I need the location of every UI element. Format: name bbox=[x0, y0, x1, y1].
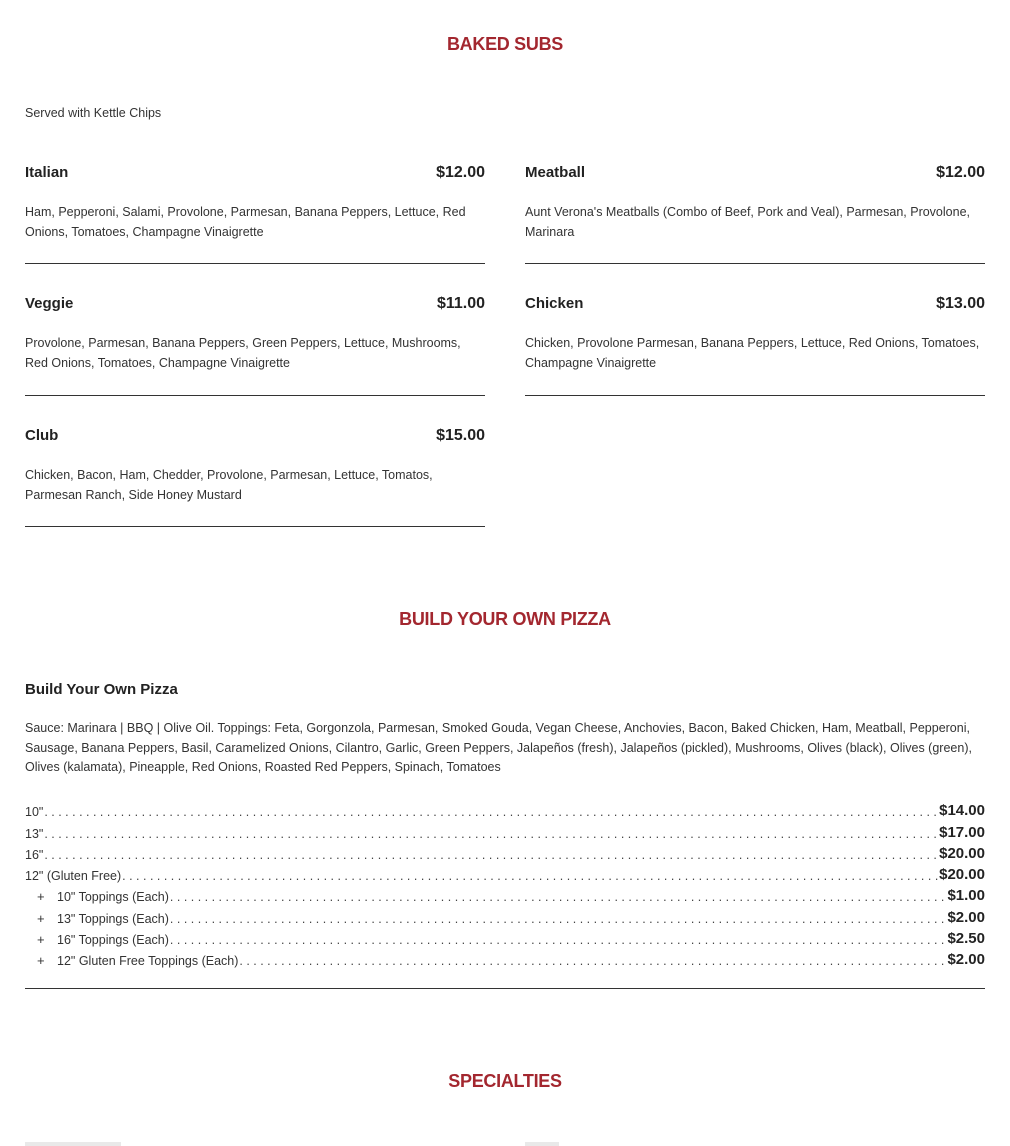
section-title-baked-subs: BAKED SUBS bbox=[446, 34, 563, 54]
plus-icon: + bbox=[37, 889, 45, 905]
dot-leader bbox=[170, 933, 947, 947]
item-description: Chicken, Bacon, Ham, Chedder, Provolone, Parmesan, Lettuce, Tomatos, Parmesan Ranch, Side Honey Mustard bbox=[25, 468, 433, 502]
item-name: Club bbox=[25, 427, 59, 444]
section-title-specialties: SPECIALTIES bbox=[448, 1071, 562, 1091]
addon-price: $2.50 bbox=[947, 930, 985, 948]
addon-label: 10" Toppings (Each) bbox=[57, 890, 169, 905]
size-price-row bbox=[25, 819, 985, 840]
addon-price: $2.00 bbox=[947, 951, 985, 969]
size-label: 13" bbox=[25, 826, 44, 841]
item-name: Chicken bbox=[525, 295, 584, 312]
size-price-row bbox=[25, 862, 985, 883]
menu-item-meatball bbox=[525, 164, 985, 264]
addon-label: 12" Gluten Free Toppings (Each) bbox=[57, 954, 239, 969]
addon-price: $2.00 bbox=[947, 908, 985, 926]
dot-leader bbox=[44, 848, 938, 862]
byo-price-list bbox=[25, 798, 985, 968]
size-price-row bbox=[25, 798, 985, 819]
plus-icon: + bbox=[37, 910, 45, 926]
dot-leader bbox=[44, 827, 938, 841]
item-description: Chicken, Provolone Parmesan, Banana Peppers, Lettuce, Red Onions, Tomatoes, Champagne Vinaigrette bbox=[525, 336, 980, 370]
dot-leader bbox=[170, 890, 947, 904]
addon-price-row bbox=[25, 947, 985, 968]
item-description: Provolone, Parmesan, Banana Peppers, Green Peppers, Lettuce, Mushrooms, Red Onions, Tomatoes, Champagne Vinaigrette bbox=[25, 336, 461, 370]
addon-price-row bbox=[25, 904, 985, 925]
menu-item-chicken bbox=[525, 295, 985, 396]
byo-item-name: Build Your Own Pizza bbox=[25, 681, 178, 698]
menu-item-veggie bbox=[25, 295, 485, 396]
addon-price-row bbox=[25, 926, 985, 947]
item-price: $12.00 bbox=[936, 164, 985, 181]
dot-leader bbox=[122, 869, 938, 883]
cut-off-item-name bbox=[25, 1142, 121, 1146]
addon-price: $1.00 bbox=[947, 887, 985, 905]
size-price: $14.00 bbox=[939, 802, 985, 820]
size-price: $17.00 bbox=[939, 823, 985, 841]
item-price: $15.00 bbox=[436, 427, 485, 444]
menu-item-club bbox=[25, 427, 485, 527]
cut-off-item-name bbox=[525, 1142, 559, 1146]
item-price: $12.00 bbox=[436, 164, 485, 181]
addon-label: 13" Toppings (Each) bbox=[57, 911, 169, 926]
item-price: $13.00 bbox=[936, 295, 985, 312]
size-price: $20.00 bbox=[939, 844, 985, 862]
item-description: Ham, Pepperoni, Salami, Provolone, Parmesan, Banana Peppers, Lettuce, Red Onions, Tomatoes, Champagne Vinaigrette bbox=[25, 205, 466, 239]
size-price-row bbox=[25, 841, 985, 862]
item-name: Italian bbox=[25, 164, 69, 181]
baked-subs-note: Served with Kettle Chips bbox=[25, 106, 162, 120]
size-label: 16" bbox=[25, 847, 44, 862]
byo-description: Sauce: Marinara | BBQ | Olive Oil. Toppings: Feta, Gorgonzola, Parmesan, Smoked Gouda, Vegan Cheese, Anchovies, Bacon, Baked Chicken, Ham, Meatball, Pepperoni, Sausage, Banana Peppers, Basil, Caramelized Onions, Cilantro, Garlic, Green Peppers, Jalapeños (fresh), Jalapeños (pickled), Mushrooms, Olives (black), Olives (green), Olives (kalamata), Pineapple, Red Onions, Roasted Red Peppers, Spinach, Tomatoes bbox=[25, 721, 972, 774]
addon-price-row bbox=[25, 883, 985, 904]
size-label: 12" (Gluten Free) bbox=[25, 869, 122, 884]
dot-leader bbox=[44, 805, 938, 819]
item-name: Veggie bbox=[25, 295, 74, 312]
plus-icon: + bbox=[37, 932, 45, 948]
item-description: Aunt Verona's Meatballs (Combo of Beef, Pork and Veal), Parmesan, Provolone, Marinara bbox=[525, 205, 970, 239]
size-label: 10" bbox=[25, 805, 44, 820]
dot-leader bbox=[239, 954, 946, 968]
addon-label: 16" Toppings (Each) bbox=[57, 933, 169, 948]
dot-leader bbox=[170, 912, 947, 926]
section-divider bbox=[25, 988, 985, 989]
size-price: $20.00 bbox=[939, 866, 985, 884]
plus-icon: + bbox=[37, 953, 45, 969]
item-price: $11.00 bbox=[436, 295, 485, 312]
item-name: Meatball bbox=[525, 164, 586, 181]
menu-item-italian bbox=[25, 164, 485, 264]
section-title-build-your-own-pizza: BUILD YOUR OWN PIZZA bbox=[399, 609, 611, 629]
